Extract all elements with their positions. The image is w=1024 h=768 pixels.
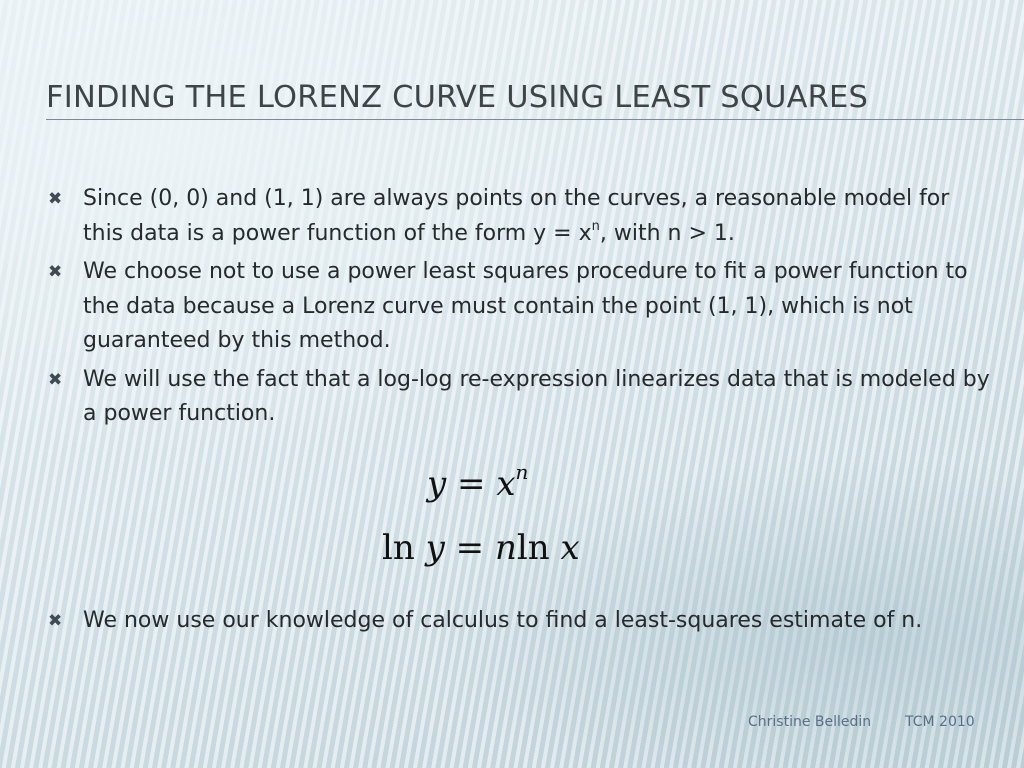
bullet-text-after: , with n > 1. [599,220,735,246]
eq2-ln-right: ln [516,528,550,568]
eq1-lhs: y [427,464,447,504]
bullet-text: We choose not to use a power least squares procedure to fit a power function to the data because a Lorenz curve must contain the point (1, 1), which is not guaranteed by this method. [83,259,968,353]
cross-mark-icon: ✖ [48,611,63,631]
eq1-base: x [496,464,516,504]
bullet-item [46,255,996,359]
cross-mark-icon: ✖ [48,189,63,209]
slide-title: FINDING THE LORENZ CURVE USING LEAST SQUARES [46,80,869,115]
eq2-y: y [425,528,445,568]
bullet-list [46,182,996,436]
eq1-equals: = [457,464,486,504]
bullet-item [46,363,996,432]
bullet-text: We now use our knowledge of calculus to find a least-squares estimate of n. [83,608,923,633]
footer-author: Christine Belledin [748,714,872,730]
bullet-text: We will use the fact that a log-log re-expression linearizes data that is modeled by a power function. [83,366,990,426]
eq2-x: x [560,528,580,568]
eq1-exponent: n [515,460,529,484]
eq2-n: n [494,528,517,568]
footer-tag: TCM 2010 [905,714,975,730]
title-divider [46,119,1024,120]
bullet-list-final [46,604,1006,643]
eq2-ln-left: ln [382,528,415,568]
eq2-equals: = [455,528,485,568]
bullet-item [46,604,1006,639]
cross-mark-icon: ✖ [48,369,63,390]
bullet-superscript: n [591,219,600,235]
cross-mark-icon: ✖ [48,262,63,282]
equation-power [427,460,529,504]
bullet-item [46,182,996,251]
equation-log [382,528,580,568]
bullet-text-before: Since (0, 0) and (1, 1) are always points on the curves, a reasonable model for this data is a power function of the form y = x [83,186,950,246]
